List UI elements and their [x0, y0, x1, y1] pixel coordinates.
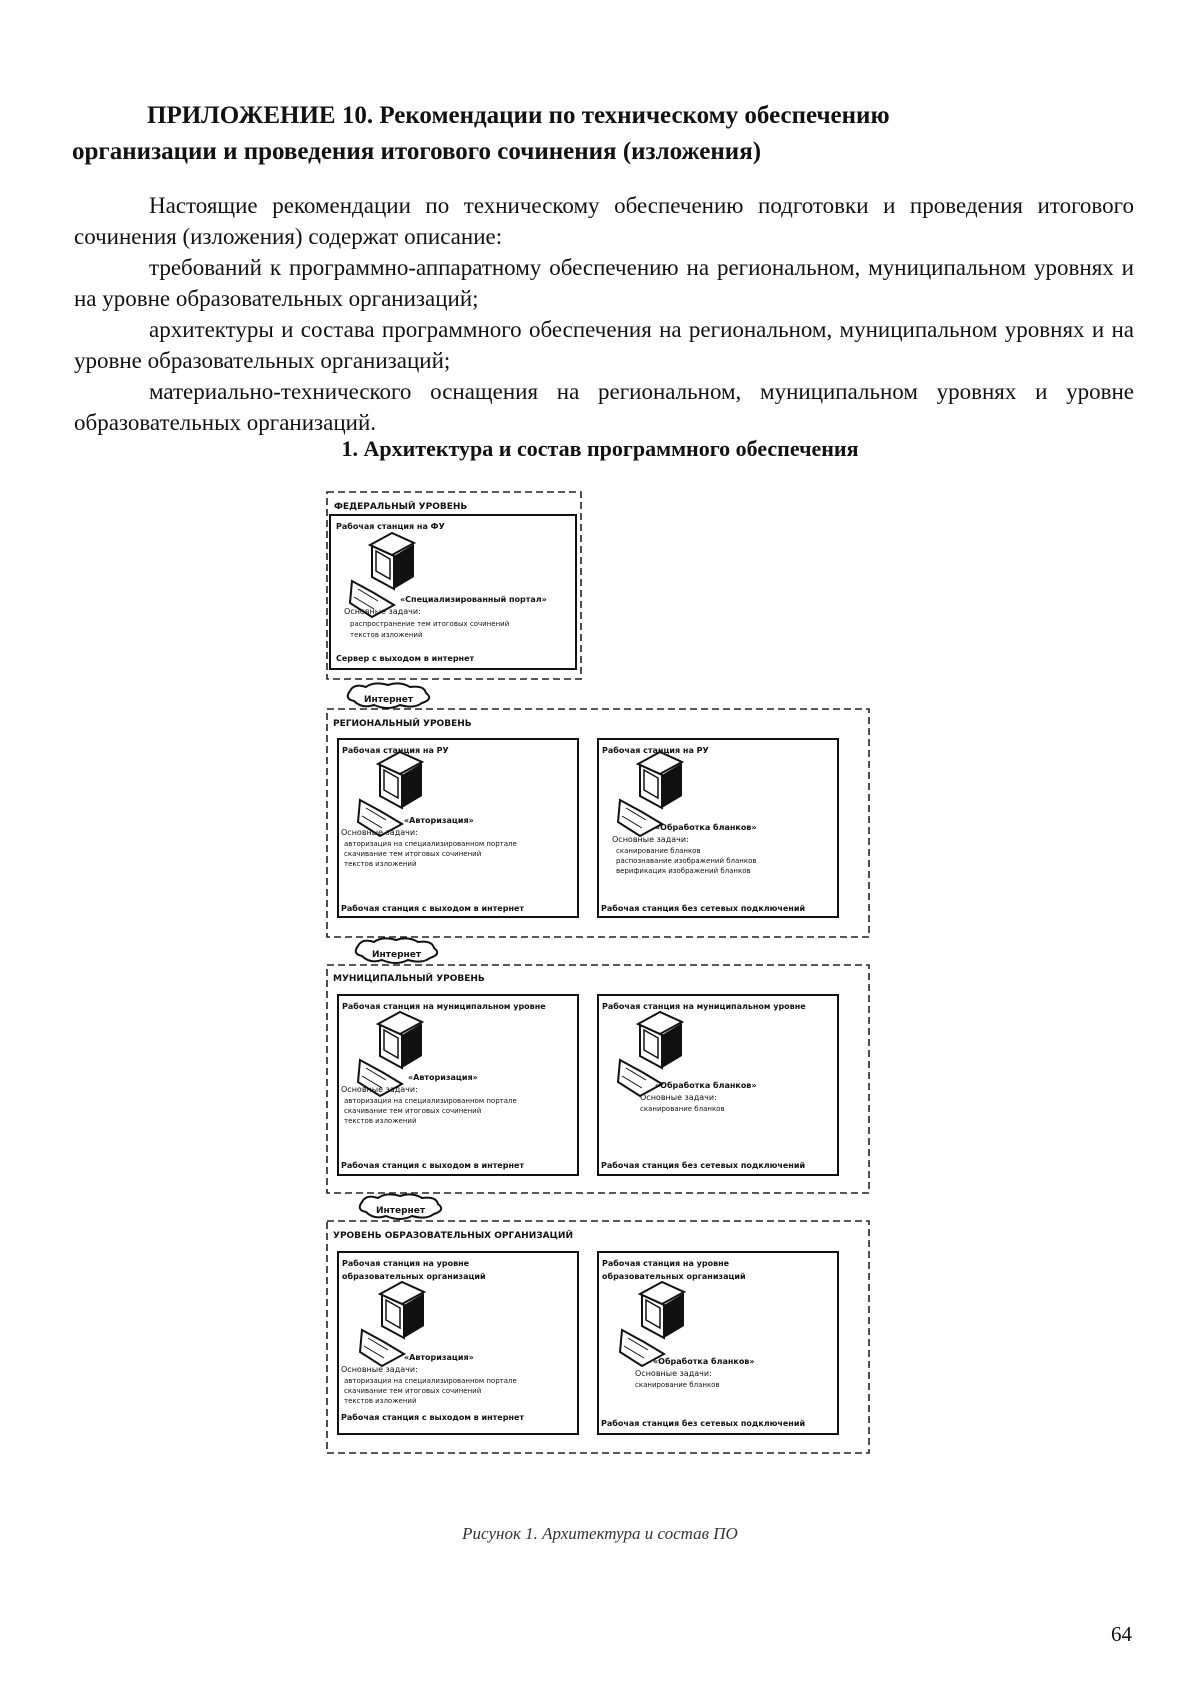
station-footer: Рабочая станция с выходом в интернет — [341, 1161, 525, 1170]
app-name: «Обработка бланков» — [655, 823, 757, 832]
task-item: верификация изображений бланков — [616, 867, 751, 875]
station-title: Рабочая станция на муниципальном уровне — [342, 1002, 546, 1011]
tasks-label: Основные задачи: — [344, 607, 421, 616]
heading-line-1: ПРИЛОЖЕНИЕ 10. Рекомендации по техническому обеспечению — [147, 102, 890, 129]
regional-level-title: РЕГИОНАЛЬНЫЙ УРОВЕНЬ — [333, 719, 472, 729]
heading-line-2: организации и проведения итогового сочинения (изложения) — [72, 138, 762, 165]
task-item: авторизация на специализированном портале — [344, 1377, 517, 1385]
station-footer: Рабочая станция с выходом в интернет — [341, 904, 525, 913]
station-title: образовательных организаций — [342, 1272, 486, 1281]
app-name: «Обработка бланков» — [655, 1081, 757, 1090]
station-footer: Рабочая станция с выходом в интернет — [341, 1413, 525, 1422]
tasks-label: Основные задачи: — [341, 1085, 418, 1094]
station-title: Рабочая станция на РУ — [602, 746, 709, 755]
tasks-label: Основные задачи: — [341, 1365, 418, 1374]
tasks-label: Основные задачи: — [635, 1369, 712, 1378]
list-item-3: материально-технического оснащения на региональном, муниципальном уровнях и уровне образовательных организаций. — [74, 379, 1134, 435]
station-title: Рабочая станция на муниципальном уровне — [602, 1002, 806, 1011]
internet-label: Интернет — [364, 695, 414, 705]
station-title: Рабочая станция на РУ — [342, 746, 449, 755]
tasks-label: Основные задачи: — [640, 1093, 717, 1102]
federal-level-title: ФЕДЕРАЛЬНЫЙ УРОВЕНЬ — [334, 502, 468, 512]
figure-caption: Рисунок 1. Архитектура и состав ПО — [462, 1524, 738, 1543]
station-footer: Рабочая станция без сетевых подключений — [601, 904, 806, 913]
list-item-2: архитектуры и состава программного обеспечения на региональном, муниципальном уровнях и на уровне образовательных организаций; — [74, 317, 1134, 373]
station-footer: Рабочая станция без сетевых подключений — [601, 1419, 806, 1428]
station-title: образовательных организаций — [602, 1272, 746, 1281]
station-title: Рабочая станция на ФУ — [336, 522, 445, 531]
task-item: сканирование бланков — [640, 1105, 725, 1113]
task-item: текстов изложений — [350, 631, 423, 639]
task-item: скачивание тем итоговых сочинений — [344, 850, 482, 858]
app-name: «Авторизация» — [408, 1073, 478, 1082]
task-item: сканирование бланков — [616, 847, 701, 855]
municipal-level-title: МУНИЦИПАЛЬНЫЙ УРОВЕНЬ — [333, 974, 485, 984]
list-item-1: требований к программно-аппаратному обеспечению на региональном, муниципальном уровнях и на уровне образовательных организаций; — [74, 255, 1134, 311]
task-item: скачивание тем итоговых сочинений — [344, 1107, 482, 1115]
task-item: авторизация на специализированном портале — [344, 1097, 517, 1105]
tasks-label: Основные задачи: — [341, 828, 418, 837]
internet-label: Интернет — [372, 950, 422, 960]
app-name: «Обработка бланков» — [653, 1357, 755, 1366]
station-footer: Рабочая станция без сетевых подключений — [601, 1161, 806, 1170]
task-item: распознавание изображений бланков — [616, 857, 757, 865]
section-title: 1. Архитектура и состав программного обеспечения — [341, 436, 859, 461]
task-item: текстов изложений — [344, 860, 417, 868]
task-item: скачивание тем итоговых сочинений — [344, 1387, 482, 1395]
task-item: распространение тем итоговых сочинений — [350, 620, 510, 628]
task-item: текстов изложений — [344, 1117, 417, 1125]
station-title: Рабочая станция на уровне — [342, 1259, 470, 1268]
app-name: «Специализированный портал» — [400, 595, 547, 604]
task-item: авторизация на специализированном портале — [344, 840, 517, 848]
app-name: «Авторизация» — [404, 1353, 474, 1362]
intro-paragraph: Настоящие рекомендации по техническому обеспечению подготовки и проведения итогового сочинения (изложения) содержат описание: — [74, 193, 1134, 249]
station-title: Рабочая станция на уровне — [602, 1259, 730, 1268]
school-level-title: УРОВЕНЬ ОБРАЗОВАТЕЛЬНЫХ ОРГАНИЗАЦИЙ — [333, 1231, 573, 1241]
station-footer: Сервер с выходом в интернет — [336, 654, 475, 663]
page-number: 64 — [1111, 1622, 1132, 1646]
internet-label: Интернет — [376, 1206, 426, 1216]
app-name: «Авторизация» — [404, 816, 474, 825]
task-item: текстов изложений — [344, 1397, 417, 1405]
task-item: сканирование бланков — [635, 1381, 720, 1389]
tasks-label: Основные задачи: — [612, 835, 689, 844]
